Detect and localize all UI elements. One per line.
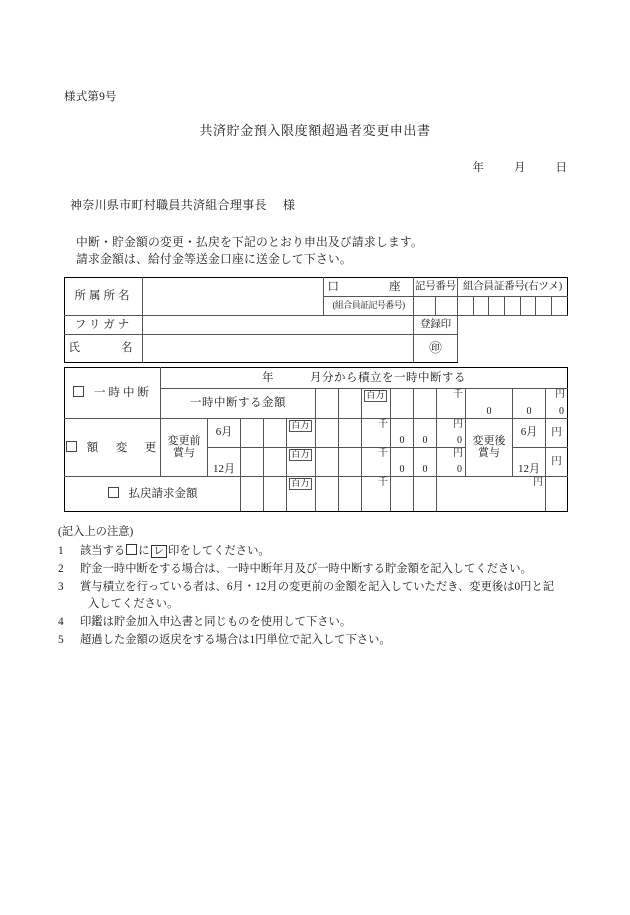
furigana-input[interactable] bbox=[143, 316, 414, 335]
application-table bbox=[64, 367, 568, 512]
date-line bbox=[0, 159, 567, 175]
name-input[interactable] bbox=[143, 335, 414, 363]
unit-million-label: 百万 bbox=[291, 450, 311, 460]
kumiai-cell-4[interactable] bbox=[505, 297, 521, 316]
pause-digit-8-value: 0 bbox=[526, 406, 532, 417]
kigou-label: 記号番号 bbox=[414, 278, 458, 297]
note-5-number: 5 bbox=[58, 634, 64, 647]
pause-row-label bbox=[65, 368, 161, 419]
change-dec-digit-1[interactable] bbox=[241, 448, 264, 477]
unit-million-label: 百万 bbox=[291, 421, 311, 431]
after-june-yen-label: 円 bbox=[551, 427, 562, 439]
pause-digit-9-yen[interactable] bbox=[546, 389, 568, 419]
refund-digit-2[interactable] bbox=[264, 477, 287, 512]
unit-thousand-label: 千 bbox=[453, 389, 463, 400]
lead-text-line-1: 中断・貯金額の変更・払戻を下記のとおり申出及び請求します。 bbox=[76, 235, 423, 249]
after-december-yen-label: 円 bbox=[551, 456, 562, 468]
kumiai-cell-1[interactable] bbox=[458, 297, 474, 316]
name-label: 氏 名 bbox=[65, 335, 143, 363]
refund-row-label bbox=[65, 477, 241, 512]
note-item-5 bbox=[58, 632, 603, 650]
change-june-digit-9-value: 0 bbox=[457, 435, 462, 446]
seal-glyph-icon: ㊞ bbox=[414, 335, 458, 363]
kumiai-cell-3[interactable] bbox=[489, 297, 505, 316]
note-2-number: 2 bbox=[58, 562, 64, 575]
note-item-1 bbox=[58, 543, 603, 561]
change-row-label bbox=[65, 419, 161, 477]
refund-digit-1[interactable] bbox=[241, 477, 264, 512]
pause-checkbox[interactable] bbox=[73, 386, 84, 397]
notes-section bbox=[58, 524, 603, 650]
change-label-text: 額 変 更 bbox=[86, 441, 160, 454]
unit-million-label: 百万 bbox=[291, 479, 311, 489]
change-dec-digit-8-value: 0 bbox=[422, 464, 428, 475]
note-item-2 bbox=[58, 561, 603, 579]
change-june-month: 6月 bbox=[208, 419, 241, 448]
addressee-honorific: 様 bbox=[282, 198, 296, 212]
pause-digit-3-million[interactable] bbox=[362, 389, 391, 419]
note-1-number: 1 bbox=[58, 544, 64, 557]
change-dec-digit-2[interactable] bbox=[264, 448, 287, 477]
after-change-line1: 変更後 bbox=[472, 434, 506, 447]
pause-digit-2[interactable] bbox=[339, 389, 362, 419]
pause-digit-7-value: 0 bbox=[486, 406, 492, 417]
change-june-digit-8[interactable] bbox=[414, 419, 437, 448]
kumiai-cell-5[interactable] bbox=[520, 297, 536, 316]
before-change-line1: 変更前 bbox=[167, 434, 201, 447]
affiliation-input[interactable] bbox=[143, 278, 324, 316]
note-4-number: 4 bbox=[58, 616, 64, 629]
change-june-digit-8-value: 0 bbox=[422, 435, 428, 446]
change-dec-digit-3-million[interactable] bbox=[287, 448, 316, 477]
refund-digit-5[interactable] bbox=[339, 477, 362, 512]
refund-digit-6-thousand[interactable] bbox=[362, 477, 391, 512]
kigou-cell-2[interactable] bbox=[436, 297, 458, 316]
change-dec-digit-5[interactable] bbox=[339, 448, 362, 477]
addressee-name: 神奈川県市町村職員共済組合理事長 bbox=[70, 198, 267, 212]
change-june-digit-4[interactable] bbox=[316, 419, 339, 448]
unit-yen-label: 円 bbox=[453, 419, 463, 430]
change-june-digit-6-thousand[interactable] bbox=[362, 419, 391, 448]
form-number: 様式第9号 bbox=[64, 91, 117, 103]
pause-sentence-row bbox=[65, 368, 568, 389]
kigou-cell-1[interactable] bbox=[414, 297, 436, 316]
kumiai-cell-6[interactable] bbox=[536, 297, 552, 316]
change-dec-digit-7[interactable] bbox=[391, 448, 414, 477]
change-june-digit-7[interactable] bbox=[391, 419, 414, 448]
refund-digit-9-yen[interactable] bbox=[437, 477, 546, 512]
member-table-header-row bbox=[65, 278, 568, 297]
change-december-month: 12月 bbox=[208, 448, 241, 477]
note-5-text: 超過した金額の返戻をする場合は1円単位で記入して下さい。 bbox=[80, 634, 391, 647]
note-1-body bbox=[80, 543, 603, 561]
unit-thousand-label: 千 bbox=[378, 477, 388, 488]
refund-checkbox[interactable] bbox=[108, 487, 119, 498]
seal-impression-area[interactable] bbox=[458, 316, 568, 363]
change-june-digit-2[interactable] bbox=[264, 419, 287, 448]
pause-digit-7[interactable] bbox=[466, 389, 513, 419]
refund-digit-10[interactable] bbox=[546, 477, 568, 512]
kumiai-cell-7[interactable] bbox=[552, 297, 568, 316]
kumiai-label: 組合員証番号(右ツメ) bbox=[458, 278, 568, 297]
unit-yen-label: 円 bbox=[453, 448, 463, 459]
change-dec-digit-7-value: 0 bbox=[399, 464, 405, 475]
note-2-text: 貯金一時中断をする場合は、一時中断年月及び一時中断する貯金額を記入してください。 bbox=[80, 562, 532, 575]
refund-digit-7[interactable] bbox=[391, 477, 414, 512]
account-sublabel: (組合員証記号番号) bbox=[324, 297, 414, 316]
pause-digit-6-thousand[interactable] bbox=[437, 389, 466, 419]
unit-million-label: 百万 bbox=[366, 391, 386, 401]
pause-digit-9-value: 0 bbox=[559, 406, 565, 417]
pause-digit-1[interactable] bbox=[316, 389, 339, 419]
after-june-amount[interactable] bbox=[546, 419, 568, 448]
change-dec-digit-4[interactable] bbox=[316, 448, 339, 477]
note-3-continuation: 入してください。 bbox=[88, 598, 179, 611]
note-1-text-after: 印をしてください。 bbox=[168, 544, 270, 557]
change-dec-digit-8[interactable] bbox=[414, 448, 437, 477]
note-1-tick-mark-icon: レ bbox=[151, 545, 168, 558]
refund-digit-4[interactable] bbox=[316, 477, 339, 512]
change-june-digit-5[interactable] bbox=[339, 419, 362, 448]
refund-digit-8[interactable] bbox=[414, 477, 437, 512]
change-june-row bbox=[65, 419, 568, 448]
note-item-4 bbox=[58, 614, 603, 632]
after-june-month: 6月 bbox=[513, 419, 546, 448]
document-title: 共済貯金預入限度額超過者変更申出書 bbox=[199, 123, 431, 138]
kumiai-cell-2[interactable] bbox=[473, 297, 489, 316]
after-december-month: 12月 bbox=[513, 448, 546, 477]
unit-thousand-label: 千 bbox=[378, 419, 388, 430]
after-change-line2: 賞与 bbox=[478, 446, 500, 459]
date-day-label: 日 bbox=[555, 162, 567, 174]
after-change-label bbox=[466, 419, 513, 477]
pause-digit-4[interactable] bbox=[391, 389, 414, 419]
note-1-text-mid: に bbox=[138, 544, 150, 557]
notes-heading: (記入上の注意) bbox=[58, 526, 134, 538]
change-checkbox[interactable] bbox=[66, 441, 77, 452]
pause-sentence: 年 月分から積立を一時中断する bbox=[161, 368, 568, 389]
pause-digit-8[interactable] bbox=[513, 389, 546, 419]
refund-label-text: 払戻請求金額 bbox=[128, 488, 198, 501]
pause-label-text: 一時中断 bbox=[94, 387, 152, 400]
refund-row bbox=[65, 477, 568, 512]
note-1-empty-checkbox-icon bbox=[126, 544, 137, 555]
unit-yen-label: 円 bbox=[555, 389, 566, 400]
note-3-text: 賞与積立を行っている者は、6月・12月の変更前の金額を記入していただき、変更後は0円と記 bbox=[80, 580, 555, 593]
change-dec-digit-6-thousand[interactable] bbox=[362, 448, 391, 477]
seal-label: 登録印 bbox=[414, 316, 458, 335]
change-june-digit-7-value: 0 bbox=[399, 435, 405, 446]
note-item-3 bbox=[58, 579, 603, 597]
furigana-row bbox=[65, 316, 568, 335]
before-change-label bbox=[161, 419, 208, 477]
change-june-digit-9-yen[interactable] bbox=[437, 419, 466, 448]
lead-text-line-2: 請求金額は、給付金等送金口座に送金して下さい。 bbox=[76, 252, 352, 266]
affiliation-label: 所属所名 bbox=[65, 278, 143, 316]
account-label: 口 座 bbox=[324, 278, 414, 297]
change-june-digit-3-million[interactable] bbox=[287, 419, 316, 448]
pause-digit-5[interactable] bbox=[414, 389, 437, 419]
note-4-text: 印鑑は貯金加入申込書と同じものを使用して下さい。 bbox=[80, 616, 352, 629]
change-dec-digit-9-yen[interactable] bbox=[437, 448, 466, 477]
addressee bbox=[70, 196, 295, 213]
furigana-label: フリガナ bbox=[65, 316, 143, 335]
date-month-label: 月 bbox=[514, 162, 526, 174]
change-dec-digit-9-value: 0 bbox=[457, 464, 462, 475]
after-december-amount[interactable] bbox=[546, 448, 568, 477]
unit-thousand-label: 千 bbox=[378, 448, 388, 459]
date-year-label: 年 bbox=[472, 162, 484, 174]
before-change-line2: 賞与 bbox=[173, 446, 195, 459]
pause-amount-label: 一時中断する金額 bbox=[161, 389, 316, 419]
member-info-table bbox=[64, 277, 568, 363]
refund-digit-3-million[interactable] bbox=[287, 477, 316, 512]
note-3-number: 3 bbox=[58, 580, 64, 593]
unit-yen-label: 円 bbox=[533, 477, 543, 488]
note-1-text-before: 該当する bbox=[80, 544, 126, 557]
change-june-digit-1[interactable] bbox=[241, 419, 264, 448]
